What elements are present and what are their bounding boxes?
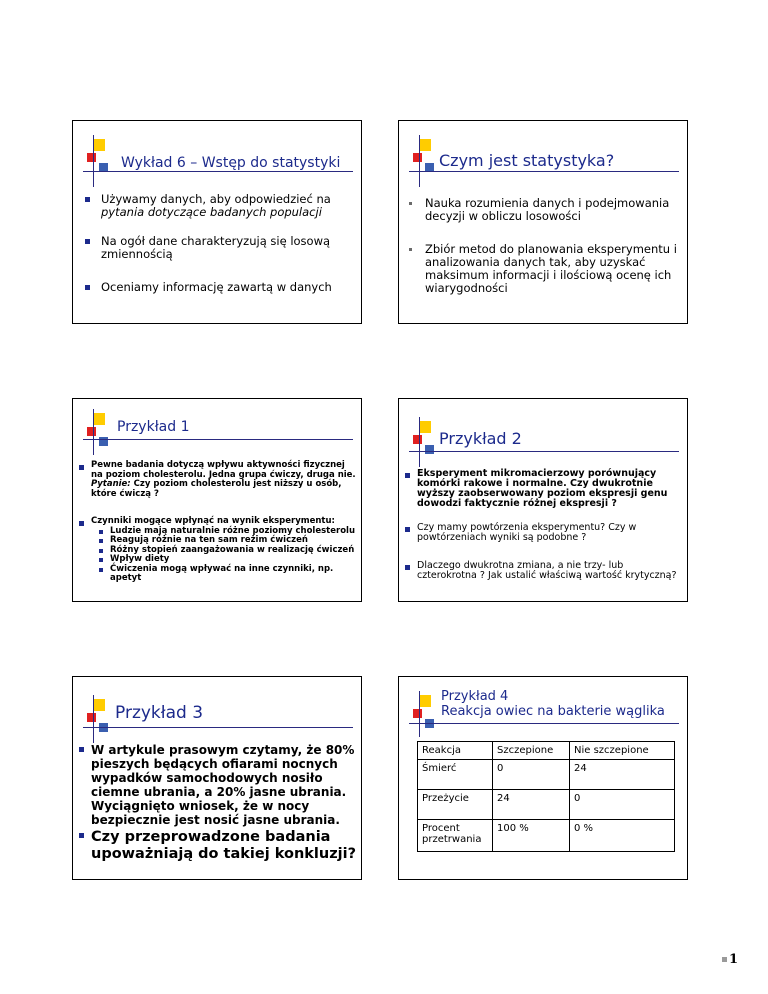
- bullet: Nauka rozumienia danych i podejmowania decyzji w obliczu losowości: [409, 197, 677, 223]
- bullet: Czy mamy powtórzenia eksperymentu? Czy w powtórzeniach wyniki są podobne ?: [405, 523, 683, 543]
- slide-title: Czym jest statystyka?: [439, 151, 615, 170]
- slide-4: [398, 398, 688, 602]
- bullet: Pewne badania dotyczą wpływu aktywności fizycznej na poziom cholesterolu. Jedna grupa ćwiczy, druga nie. Pytanie: Czy poziom cholesterolu jest niższy u osób, które ćwiczą ?: [79, 461, 357, 499]
- bullet: Eksperyment mikromacierzowy porównujący komórki rakowe i normalne. Czy dwukrotnie wyższy zaobserwowany poziom ekspresji genu dowodzi faktycznie różnej ekspresji ?: [405, 469, 683, 509]
- table-row: [418, 742, 675, 760]
- slide-3: [72, 398, 362, 602]
- table-cell: 0: [570, 790, 675, 820]
- table-cell: Szczepione: [493, 742, 570, 760]
- slide-title-line: Przykład 4: [441, 689, 509, 704]
- table-cell: Procent przetrwania: [418, 820, 493, 852]
- table-cell: 0: [493, 760, 570, 790]
- slide-body: [405, 469, 683, 581]
- sub-bullet: Reagują różnie na ten sam reżim ćwiczeń: [99, 536, 357, 546]
- slide-body: [79, 743, 359, 863]
- slide-2: [398, 120, 688, 324]
- table-cell: 24: [570, 760, 675, 790]
- table-cell: 100 %: [493, 820, 570, 852]
- sub-bullet: Różny stopień zaangażowania w realizację ćwiczeń: [99, 546, 357, 556]
- bullet: Na ogół dane charakteryzują się losową zmiennością: [85, 235, 353, 261]
- page-number-bullet-icon: [722, 957, 727, 962]
- sub-bullet: Ćwiczenia mogą wpływać na inne czynniki, np. apetyt: [99, 565, 357, 584]
- bullet: Czynniki mogące wpłynąć na wynik eksperymentu:: [79, 517, 357, 527]
- slide-title: [441, 689, 665, 719]
- bullet: Dlaczego dwukrotna zmiana, a nie trzy- lub czterokrotna ? Jak ustalić właściwą wartość krytyczną?: [405, 561, 683, 581]
- table-cell: 24: [493, 790, 570, 820]
- table-cell: Przeżycie: [418, 790, 493, 820]
- slide-title: Przykład 3: [115, 703, 204, 723]
- slide-title-line: Reakcja owiec na bakterie wąglika: [441, 704, 665, 719]
- table-row: [418, 790, 675, 820]
- slide-body: [85, 193, 353, 294]
- bullet: Oceniamy informację zawartą w danych: [85, 281, 353, 294]
- slide-title: Przykład 1: [117, 419, 190, 435]
- sub-bullet: Ludzie mają naturalnie różne poziomy cholesterolu: [99, 527, 357, 537]
- data-table: [417, 741, 675, 852]
- slide-title: Wykład 6 – Wstęp do statystyki: [121, 155, 341, 171]
- table-cell: 0 %: [570, 820, 675, 852]
- slide-5: [72, 676, 362, 880]
- bullet: Zbiór metod do planowania eksperymentu i analizowania danych tak, aby uzyskać maksimum informacji i ilościową ocenę ich wiarygodności: [409, 243, 677, 295]
- table-cell: Reakcja: [418, 742, 493, 760]
- slide-body: [79, 461, 357, 584]
- bullet: W artykule prasowym czytamy, że 80% pieszych będących ofiarami nocnych wypadków samochodowych nosiło ciemne ubrania, a 20% jasne ubrania. Wyciągnięto wniosek, że w nocy bezpiecznie jest nosić jasne ubrania.: [79, 743, 359, 827]
- slide-body: [409, 197, 677, 295]
- sub-list: [79, 527, 357, 584]
- table-cell: Śmierć: [418, 760, 493, 790]
- slide-1: [72, 120, 362, 324]
- slide-title: Przykład 2: [439, 429, 522, 448]
- bullet: Czy przeprowadzone badania upoważniają do takiej konkluzji?: [79, 829, 359, 863]
- slide-6: [398, 676, 688, 880]
- table-row: [418, 760, 675, 790]
- bullet: Używamy danych, aby odpowiedzieć na pytania dotyczące badanych populacji: [85, 193, 353, 219]
- page-number: 1: [722, 952, 738, 967]
- table-cell: Nie szczepione: [570, 742, 675, 760]
- table-row: [418, 820, 675, 852]
- sub-bullet: Wpływ diety: [99, 555, 357, 565]
